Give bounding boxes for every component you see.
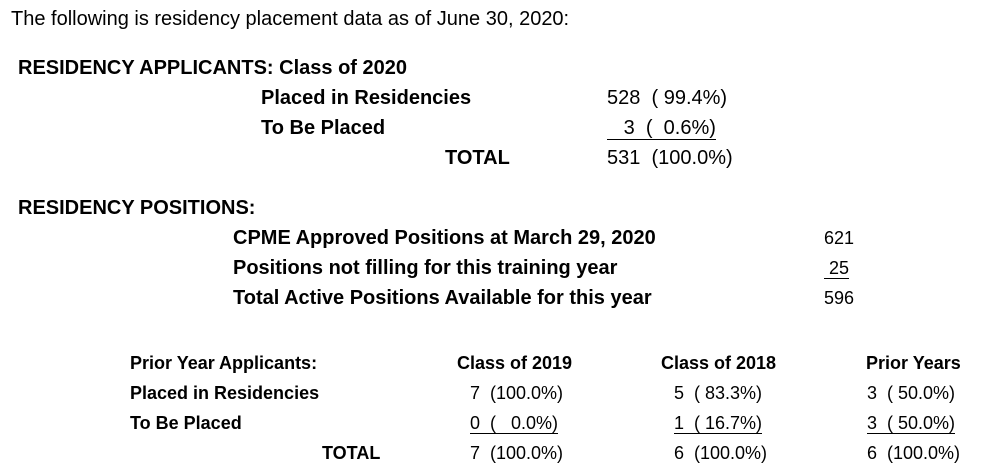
intro-text: The following is residency placement data as of June 30, 2020:: [11, 8, 570, 30]
positions-not-filling-value: 25: [824, 258, 850, 278]
table-cell: 7 (100.0%): [470, 443, 564, 463]
table-cell: 0 ( 0.0%): [470, 413, 559, 433]
positions-active-label: Total Active Positions Available for this year: [233, 287, 652, 309]
table-cell: 3 ( 50.0%): [867, 383, 956, 403]
column-header: Prior Years: [866, 353, 961, 373]
prior-heading: Prior Year Applicants:: [130, 353, 318, 373]
positions-active-value: 596: [824, 288, 855, 308]
applicants-placed-value: 528 ( 99.4%): [607, 87, 728, 109]
table-cell: 3 ( 50.0%): [867, 413, 956, 433]
positions-heading: RESIDENCY POSITIONS:: [18, 197, 256, 219]
positions-approved-label: CPME Approved Positions at March 29, 2020: [233, 227, 656, 249]
applicants-total-label: TOTAL: [445, 147, 510, 169]
column-header: Class of 2018: [661, 353, 777, 373]
applicants-heading: RESIDENCY APPLICANTS: Class of 2020: [18, 57, 407, 79]
applicants-total-value: 531 (100.0%): [607, 147, 733, 169]
table-cell: 7 (100.0%): [470, 383, 564, 403]
table-cell: 6 (100.0%): [674, 443, 768, 463]
positions-approved-value: 621: [824, 228, 855, 248]
prior-to-be-placed-label: To Be Placed: [130, 413, 242, 433]
prior-total-label: TOTAL: [322, 443, 381, 463]
table-cell: 1 ( 16.7%): [674, 413, 763, 433]
positions-not-filling-label: Positions not filling for this training year: [233, 257, 618, 279]
table-cell: 5 ( 83.3%): [674, 383, 763, 403]
table-cell: 6 (100.0%): [867, 443, 961, 463]
column-header: Class of 2019: [457, 353, 573, 373]
applicants-placed-label: Placed in Residencies: [261, 87, 472, 109]
applicants-to-be-placed-value: 3 ( 0.6%): [607, 117, 716, 139]
applicants-to-be-placed-label: To Be Placed: [261, 117, 386, 139]
prior-placed-label: Placed in Residencies: [130, 383, 320, 403]
